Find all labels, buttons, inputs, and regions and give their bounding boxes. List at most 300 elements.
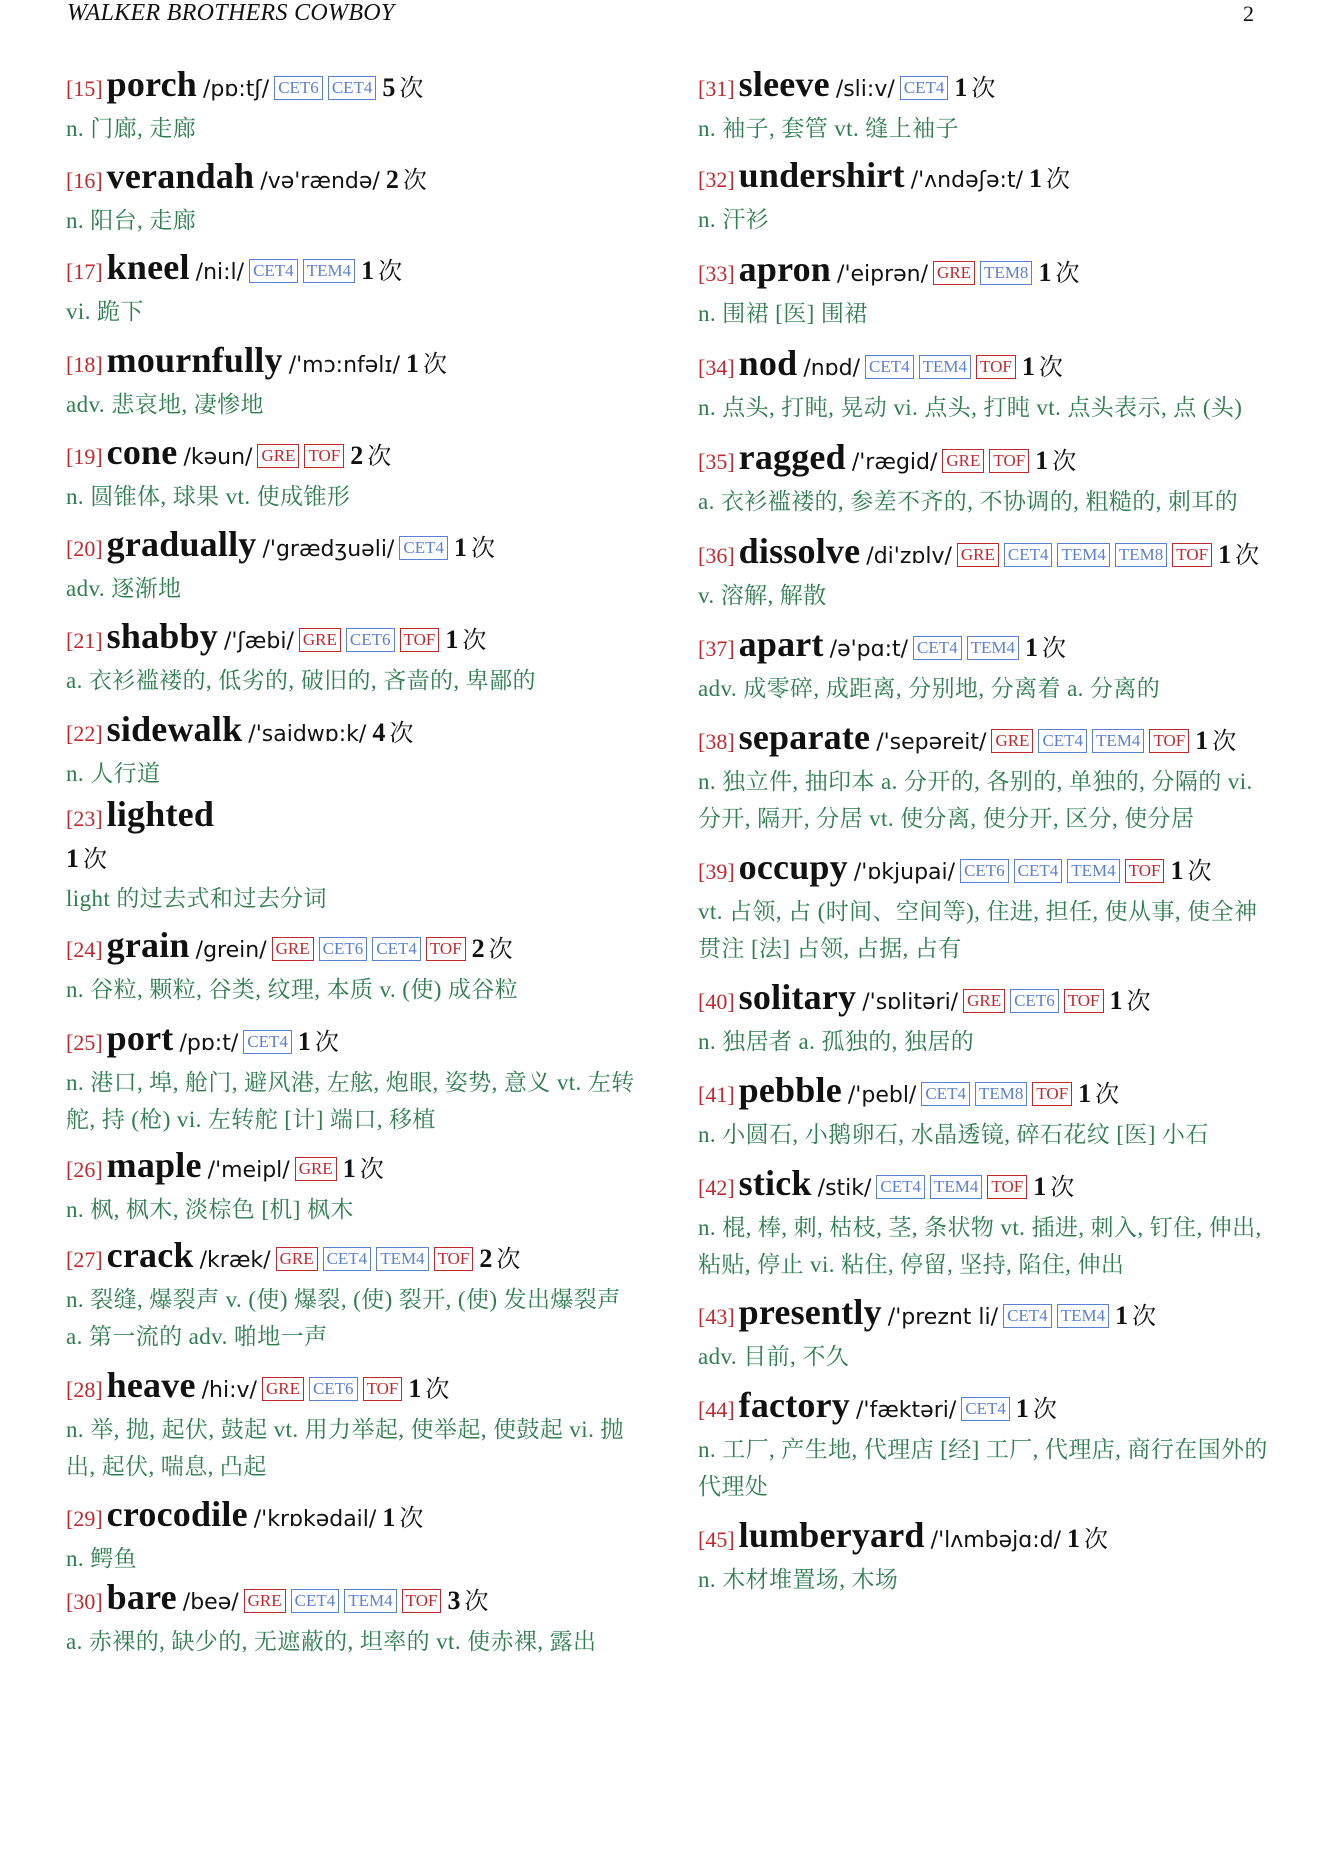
- entry-phonetic: /di'zɒlv/: [866, 544, 952, 569]
- vocab-entry: [66, 340, 636, 423]
- exam-tag: TEM4: [967, 636, 1019, 660]
- exam-tag: TOF: [400, 628, 440, 652]
- entry-index: [25]: [66, 1030, 103, 1055]
- entry-definition: a. 赤裸的, 缺少的, 无遮蔽的, 坦率的 vt. 使赤裸, 露出: [66, 1629, 597, 1654]
- exam-tag: CET4: [921, 1082, 970, 1106]
- entry-index: [36]: [698, 543, 735, 568]
- exam-tag: CET6: [319, 937, 368, 961]
- count-suffix: 次: [971, 76, 996, 102]
- entry-word: apron: [738, 249, 832, 289]
- entry-word: bare: [106, 1577, 177, 1617]
- occurrence-count: 2: [471, 934, 485, 963]
- count-suffix: 次: [389, 721, 414, 747]
- entry-headline: [698, 249, 1278, 295]
- entry-headline: [66, 1018, 636, 1064]
- exam-tag: TEM4: [1092, 729, 1144, 753]
- count-suffix: 次: [1084, 1527, 1109, 1553]
- occurrence-count: 1: [445, 625, 459, 654]
- entry-headline: [698, 1163, 1278, 1209]
- vocab-entry: [698, 977, 1278, 1060]
- entry-word: mournfully: [106, 340, 283, 380]
- entry-headline: [66, 432, 636, 478]
- count-suffix: 次: [314, 1030, 339, 1056]
- occurrence-count: 1: [453, 533, 467, 562]
- vocab-entry: [698, 717, 1278, 837]
- entry-phonetic: /hi:v/: [201, 1378, 257, 1403]
- exam-tag: CET4: [913, 636, 962, 660]
- occurrence-count: 2: [479, 1244, 493, 1273]
- entry-word: factory: [738, 1385, 850, 1425]
- entry-word: dissolve: [738, 531, 861, 571]
- entry-index: [44]: [698, 1397, 735, 1422]
- entry-index: [33]: [698, 261, 735, 286]
- entry-word: shabby: [106, 616, 218, 656]
- entry-definition: adv. 目前, 不久: [698, 1344, 850, 1369]
- vocab-entry: [66, 64, 636, 147]
- entry-phonetic: /'ʌndəʃə:t/: [910, 168, 1023, 193]
- occurrence-count: 1: [342, 1154, 356, 1183]
- vocab-entry: [698, 155, 1278, 238]
- entry-headline: [698, 1292, 1278, 1338]
- entry-index: [27]: [66, 1247, 103, 1272]
- entry-phonetic: /'sɒlitəri/: [862, 990, 959, 1015]
- exam-tag: TEM4: [344, 1589, 396, 1613]
- exam-tag: CET4: [961, 1397, 1010, 1421]
- vocab-entry: [698, 1070, 1278, 1153]
- entry-index: [16]: [66, 168, 103, 193]
- entry-index: [20]: [66, 536, 103, 561]
- exam-tag: CET4: [399, 536, 448, 560]
- entry-index: [21]: [66, 628, 103, 653]
- count-suffix: 次: [1235, 543, 1260, 569]
- occurrence-count: 2: [350, 441, 364, 470]
- entry-phonetic: /'ʃæbi/: [223, 629, 294, 654]
- exam-tag: CET4: [1038, 729, 1087, 753]
- entry-index: [23]: [66, 806, 103, 831]
- entry-headline: [698, 343, 1278, 389]
- entry-definition: n. 裂缝, 爆裂声 v. (使) 爆裂, (使) 裂开, (使) 发出爆裂声 a. 第一流的 adv. 啪地一声: [66, 1287, 621, 1349]
- exam-tag: CET4: [291, 1589, 340, 1613]
- count-suffix: 次: [488, 937, 513, 963]
- exam-tag: CET4: [323, 1247, 372, 1271]
- entry-phonetic: /'pebl/: [847, 1083, 917, 1108]
- occurrence-count: 5: [382, 73, 396, 102]
- exam-tag: TEM8: [980, 261, 1032, 285]
- exam-tag: TOF: [987, 1175, 1027, 1199]
- count-suffix: 次: [1046, 167, 1070, 193]
- entry-definition: n. 港口, 埠, 舱门, 避风港, 左舷, 炮眼, 姿势, 意义 vt. 左转舵, 持 (枪) vi. 左转舵 [计] 端口, 移植: [66, 1070, 635, 1132]
- entry-word: crack: [106, 1235, 194, 1275]
- entry-phonetic: /pɒ:tʃ/: [203, 77, 270, 102]
- vocab-entry: [66, 1018, 636, 1138]
- entry-index: [43]: [698, 1304, 735, 1329]
- exam-tag: TEM8: [975, 1082, 1027, 1106]
- entry-headline: [66, 64, 636, 110]
- exam-tag: GRE: [257, 444, 299, 468]
- exam-tag: TOF: [402, 1589, 442, 1613]
- entry-phonetic: /kræk/: [199, 1248, 271, 1273]
- exam-tag: CET4: [328, 76, 377, 100]
- entry-definition: n. 谷粒, 颗粒, 谷类, 纹理, 本质 v. (使) 成谷粒: [66, 977, 519, 1002]
- vocab-entry: [698, 1515, 1278, 1598]
- exam-tag: GRE: [262, 1377, 304, 1401]
- exam-tag: TOF: [1125, 859, 1165, 883]
- exam-tag: CET6: [960, 859, 1009, 883]
- entry-phonetic: /pɒ:t/: [179, 1031, 239, 1056]
- count-suffix: 次: [1126, 989, 1151, 1015]
- entry-headline: [66, 156, 636, 202]
- exam-tag: TEM4: [1057, 543, 1109, 567]
- exam-tag: TEM4: [1057, 1304, 1109, 1328]
- vocab-entry: [66, 1494, 636, 1577]
- entry-definition: v. 溶解, 解散: [698, 583, 827, 608]
- exam-tag: CET4: [243, 1030, 292, 1054]
- entry-phonetic: /'krɒkədail/: [253, 1507, 377, 1532]
- entry-headline: [66, 616, 636, 662]
- entry-definition: n. 袖子, 套管 vt. 缝上袖子: [698, 116, 959, 141]
- entry-definition: n. 门廊, 走廊: [66, 116, 197, 141]
- occurrence-count: 1: [1035, 446, 1049, 475]
- entry-phonetic: /'eiprən/: [837, 262, 929, 287]
- exam-tag: CET6: [1010, 989, 1059, 1013]
- vocab-entry: [698, 847, 1278, 967]
- entry-definition: n. 阳台, 走廊: [66, 208, 197, 233]
- entry-headline: [698, 155, 1278, 201]
- entry-headline: [698, 1515, 1278, 1561]
- entry-definition: n. 人行道: [66, 761, 161, 786]
- entry-phonetic: /və'rændə/: [260, 169, 380, 194]
- entry-word: solitary: [738, 977, 857, 1017]
- vocab-entry: [66, 1145, 636, 1228]
- entry-headline: [66, 524, 636, 570]
- entry-word: sidewalk: [106, 709, 243, 749]
- entry-index: [29]: [66, 1506, 103, 1531]
- occurrence-count: 1: [361, 256, 375, 285]
- entry-index: [24]: [66, 937, 103, 962]
- entry-headline: [66, 247, 636, 293]
- entry-headline: [698, 531, 1278, 577]
- entry-headline: [66, 1365, 636, 1411]
- entry-phonetic: /beə/: [182, 1590, 239, 1615]
- vocab-entry: [66, 1365, 636, 1485]
- entry-headline: [66, 709, 636, 755]
- vocab-entry: [698, 1385, 1278, 1505]
- exam-tag: TOF: [1032, 1082, 1072, 1106]
- count-suffix: 次: [1132, 1304, 1157, 1330]
- count-suffix: 次: [402, 168, 427, 194]
- exam-tag: GRE: [957, 543, 999, 567]
- entry-phonetic: /'meipl/: [207, 1158, 290, 1183]
- entry-phonetic: /stik/: [817, 1176, 872, 1201]
- entry-definition: n. 鳄鱼: [66, 1546, 137, 1571]
- count-suffix: 次: [470, 536, 495, 562]
- vocab-entry: [66, 616, 636, 699]
- vocab-entry: [698, 64, 1278, 147]
- left-column: [66, 64, 636, 1660]
- entry-headline: [698, 1385, 1278, 1431]
- vocab-entry: [698, 1163, 1278, 1283]
- vocab-entry: [66, 156, 636, 239]
- entry-word: pebble: [738, 1070, 842, 1110]
- entry-phonetic: /nɒd/: [803, 356, 861, 381]
- exam-tag: TEM4: [376, 1247, 428, 1271]
- entry-phonetic: /'sepəreit/: [876, 730, 987, 755]
- entry-word: nod: [738, 343, 798, 383]
- entry-word: occupy: [738, 847, 848, 887]
- entry-headline: [66, 1577, 636, 1623]
- entry-index: [32]: [698, 167, 735, 192]
- vocab-entry: [66, 247, 636, 330]
- exam-tag: CET6: [274, 76, 323, 100]
- entry-index: [41]: [698, 1082, 735, 1107]
- occurrence-count: 1: [297, 1027, 311, 1056]
- entry-word: presently: [738, 1292, 882, 1332]
- exam-tag: TOF: [363, 1377, 403, 1401]
- entry-word: apart: [738, 624, 824, 664]
- entry-definition: n. 枫, 枫木, 淡棕色 [机] 枫木: [66, 1197, 354, 1222]
- exam-tag: GRE: [244, 1589, 286, 1613]
- entry-headline: [698, 847, 1278, 893]
- entry-word: undershirt: [738, 155, 905, 195]
- entry-word: grain: [106, 925, 190, 965]
- entry-phonetic: /'saidwɒ:k/: [248, 722, 367, 747]
- entry-headline: [66, 794, 636, 880]
- entry-index: [38]: [698, 729, 735, 754]
- entry-word: lumberyard: [738, 1515, 925, 1555]
- entry-definition: n. 举, 抛, 起伏, 鼓起 vt. 用力举起, 使举起, 使鼓起 vi. 抛出, 起伏, 喘息, 凸起: [66, 1417, 624, 1479]
- count-suffix: 次: [1042, 636, 1067, 662]
- entry-index: [22]: [66, 721, 103, 746]
- exam-tag: CET4: [876, 1175, 925, 1199]
- occurrence-count: 1: [406, 349, 419, 378]
- exam-tag: TOF: [434, 1247, 474, 1271]
- vocab-entry: [698, 531, 1278, 614]
- occurrence-count: 2: [385, 165, 399, 194]
- occurrence-count: 1: [66, 844, 79, 873]
- count-suffix: 次: [83, 847, 107, 873]
- occurrence-count: 1: [1115, 1301, 1129, 1330]
- entry-index: [28]: [66, 1377, 103, 1402]
- entry-definition: n. 小圆石, 小鹅卵石, 水晶透镜, 碎石花纹 [医] 小石: [698, 1122, 1209, 1147]
- entry-word: porch: [106, 64, 198, 104]
- count-suffix: 次: [359, 1157, 384, 1183]
- exam-tag: CET6: [309, 1377, 358, 1401]
- right-column: [698, 64, 1278, 1598]
- entry-index: [17]: [66, 259, 103, 284]
- entry-phonetic: /ni:l/: [195, 260, 245, 285]
- entry-definition: light 的过去式和过去分词: [66, 886, 327, 911]
- entry-definition: n. 圆锥体, 球果 vt. 使成锥形: [66, 484, 351, 509]
- exam-tag: TEM4: [919, 355, 971, 379]
- count-suffix: 次: [1095, 1082, 1120, 1108]
- occurrence-count: 3: [447, 1586, 461, 1615]
- entry-phonetic: /'fæktəri/: [856, 1398, 957, 1423]
- entry-phonetic: /'lʌmbəjɑ:d/: [930, 1528, 1062, 1553]
- running-header-title: WALKER BROTHERS COWBOY: [67, 0, 395, 26]
- entry-headline: [698, 437, 1278, 483]
- exam-tag: TOF: [304, 444, 344, 468]
- page-number: 2: [1243, 1, 1254, 26]
- entry-word: cone: [106, 432, 178, 472]
- entry-word: heave: [106, 1365, 196, 1405]
- vocab-entry: [698, 343, 1278, 426]
- exam-tag: GRE: [276, 1247, 318, 1271]
- entry-index: [19]: [66, 444, 103, 469]
- entry-headline: [66, 925, 636, 971]
- entry-definition: n. 汗衫: [698, 207, 769, 232]
- occurrence-count: 1: [1067, 1524, 1081, 1553]
- occurrence-count: 1: [1078, 1079, 1092, 1108]
- exam-tag: CET6: [346, 628, 395, 652]
- entry-phonetic: /'preznt li/: [887, 1305, 999, 1330]
- entry-definition: n. 木材堆置场, 木场: [698, 1567, 899, 1592]
- entry-headline: [66, 1145, 636, 1191]
- exam-tag: CET4: [865, 355, 914, 379]
- count-suffix: 次: [1032, 1397, 1057, 1423]
- count-suffix: 次: [423, 352, 447, 378]
- vocab-entry: [66, 794, 636, 917]
- count-suffix: 次: [1050, 1175, 1075, 1201]
- exam-tag: TOF: [1064, 989, 1104, 1013]
- entry-headline: [698, 64, 1278, 110]
- exam-tag: CET4: [372, 937, 421, 961]
- exam-tag: TOF: [426, 937, 466, 961]
- entry-definition: a. 衣衫褴褛的, 参差不齐的, 不协调的, 粗糙的, 刺耳的: [698, 489, 1239, 514]
- count-suffix: 次: [1187, 859, 1212, 885]
- vocab-entry: [66, 1235, 636, 1355]
- entry-word: separate: [738, 717, 871, 757]
- vocab-entry: [698, 1292, 1278, 1375]
- exam-tag: GRE: [963, 989, 1005, 1013]
- entry-definition: vi. 跪下: [66, 299, 144, 324]
- entry-index: [15]: [66, 76, 103, 101]
- occurrence-count: 1: [408, 1374, 422, 1403]
- entry-word: stick: [738, 1163, 812, 1203]
- vocab-entry: [698, 437, 1278, 520]
- count-suffix: 次: [1038, 355, 1063, 381]
- entry-phonetic: /kəun/: [183, 445, 253, 470]
- vocab-entry: [66, 925, 636, 1008]
- entry-word: sleeve: [738, 64, 830, 104]
- exam-tag: GRE: [942, 449, 984, 473]
- entry-index: [31]: [698, 76, 735, 101]
- entry-index: [35]: [698, 449, 735, 474]
- entry-definition: n. 棍, 棒, 刺, 枯枝, 茎, 条状物 vt. 插进, 刺入, 钉住, 伸出, 粘贴, 停止 vi. 粘住, 停留, 坚持, 陷住, 伸出: [698, 1215, 1262, 1277]
- entry-definition: adv. 悲哀地, 凄惨地: [66, 392, 264, 417]
- entry-index: [26]: [66, 1157, 103, 1182]
- entry-word: crocodile: [106, 1494, 248, 1534]
- occurrence-count: 1: [1025, 633, 1039, 662]
- entry-index: [40]: [698, 989, 735, 1014]
- entry-definition: n. 工厂, 产生地, 代理店 [经] 工厂, 代理店, 商行在国外的代理处: [698, 1437, 1268, 1499]
- exam-tag: TOF: [1172, 543, 1212, 567]
- entry-index: [42]: [698, 1175, 735, 1200]
- count-suffix: 次: [1052, 449, 1077, 475]
- entry-phonetic: /grein/: [195, 938, 267, 963]
- entry-headline: [698, 717, 1278, 763]
- exam-tag: TEM8: [1115, 543, 1167, 567]
- entry-headline: [698, 624, 1278, 670]
- exam-tag: TOF: [976, 355, 1016, 379]
- entry-definition: n. 独立件, 抽印本 a. 分开的, 各别的, 单独的, 分隔的 vi. 分开, 隔开, 分居 vt. 使分离, 使分开, 区分, 使分居: [698, 769, 1253, 831]
- entry-index: [39]: [698, 859, 735, 884]
- count-suffix: 次: [1055, 261, 1080, 287]
- entry-word: gradually: [106, 524, 257, 564]
- entry-phonetic: /'grædʒuəli/: [262, 537, 395, 562]
- vocab-entry: [66, 432, 636, 515]
- occurrence-count: 4: [372, 718, 386, 747]
- entry-definition: n. 围裙 [医] 围裙: [698, 301, 868, 326]
- occurrence-count: 1: [1218, 540, 1232, 569]
- exam-tag: TOF: [989, 449, 1029, 473]
- entry-index: [37]: [698, 636, 735, 661]
- exam-tag: TEM4: [303, 259, 355, 283]
- occurrence-count: 1: [1033, 1172, 1047, 1201]
- exam-tag: CET4: [900, 76, 949, 100]
- vocab-entry: [66, 709, 636, 792]
- entry-index: [34]: [698, 355, 735, 380]
- entry-definition: adv. 逐渐地: [66, 576, 182, 601]
- exam-tag: CET4: [1014, 859, 1063, 883]
- count-suffix: 次: [399, 76, 424, 102]
- entry-phonetic: /'rægid/: [851, 450, 938, 475]
- exam-tag: TEM4: [930, 1175, 982, 1199]
- count-suffix: 次: [1212, 729, 1237, 755]
- count-suffix: 次: [378, 259, 403, 285]
- occurrence-count: 1: [1038, 258, 1052, 287]
- entry-definition: vt. 占领, 占 (时间、空间等), 住进, 担任, 使从事, 使全神贯注 [法] 占领, 占据, 占有: [698, 899, 1258, 961]
- entry-word: port: [106, 1018, 174, 1058]
- entry-phonetic: /ə'pɑ:t/: [829, 637, 909, 662]
- exam-tag: TEM4: [1067, 859, 1119, 883]
- entry-index: [30]: [66, 1589, 103, 1614]
- entry-word: lighted: [106, 794, 215, 834]
- entry-word: maple: [106, 1145, 202, 1185]
- entry-headline: [66, 1494, 636, 1540]
- exam-tag: GRE: [272, 937, 314, 961]
- entry-definition: n. 点头, 打盹, 晃动 vi. 点头, 打盹 vt. 点头表示, 点 (头): [698, 395, 1243, 420]
- entry-headline: [66, 1235, 636, 1281]
- exam-tag: GRE: [299, 628, 341, 652]
- entry-word: ragged: [738, 437, 846, 477]
- entry-index: [45]: [698, 1527, 735, 1552]
- occurrence-count: 1: [954, 73, 968, 102]
- entry-phonetic: /sli:v/: [835, 77, 895, 102]
- occurrence-count: 1: [1109, 986, 1123, 1015]
- entry-phonetic: /'ɒkjupai/: [853, 860, 956, 885]
- occurrence-count: 1: [1015, 1394, 1029, 1423]
- occurrence-count: 1: [1170, 856, 1184, 885]
- entry-phonetic: /'mɔ:nfəlɪ/: [288, 353, 400, 378]
- entry-word: kneel: [106, 247, 190, 287]
- exam-tag: GRE: [295, 1157, 337, 1181]
- occurrence-count: 1: [1029, 164, 1042, 193]
- entry-word: verandah: [106, 156, 255, 196]
- entry-headline: [698, 977, 1278, 1023]
- count-suffix: 次: [367, 444, 392, 470]
- count-suffix: 次: [496, 1247, 521, 1273]
- entry-definition: a. 衣衫褴褛的, 低劣的, 破旧的, 吝啬的, 卑鄙的: [66, 668, 536, 693]
- count-suffix: 次: [425, 1377, 450, 1403]
- entry-index: [18]: [66, 352, 103, 377]
- occurrence-count: 1: [1195, 726, 1209, 755]
- exam-tag: CET4: [1003, 1304, 1052, 1328]
- vocab-entry: [698, 249, 1278, 332]
- count-suffix: 次: [464, 1589, 489, 1615]
- vocab-entry: [698, 624, 1278, 707]
- entry-definition: n. 独居者 a. 孤独的, 独居的: [698, 1029, 975, 1054]
- exam-tag: GRE: [991, 729, 1033, 753]
